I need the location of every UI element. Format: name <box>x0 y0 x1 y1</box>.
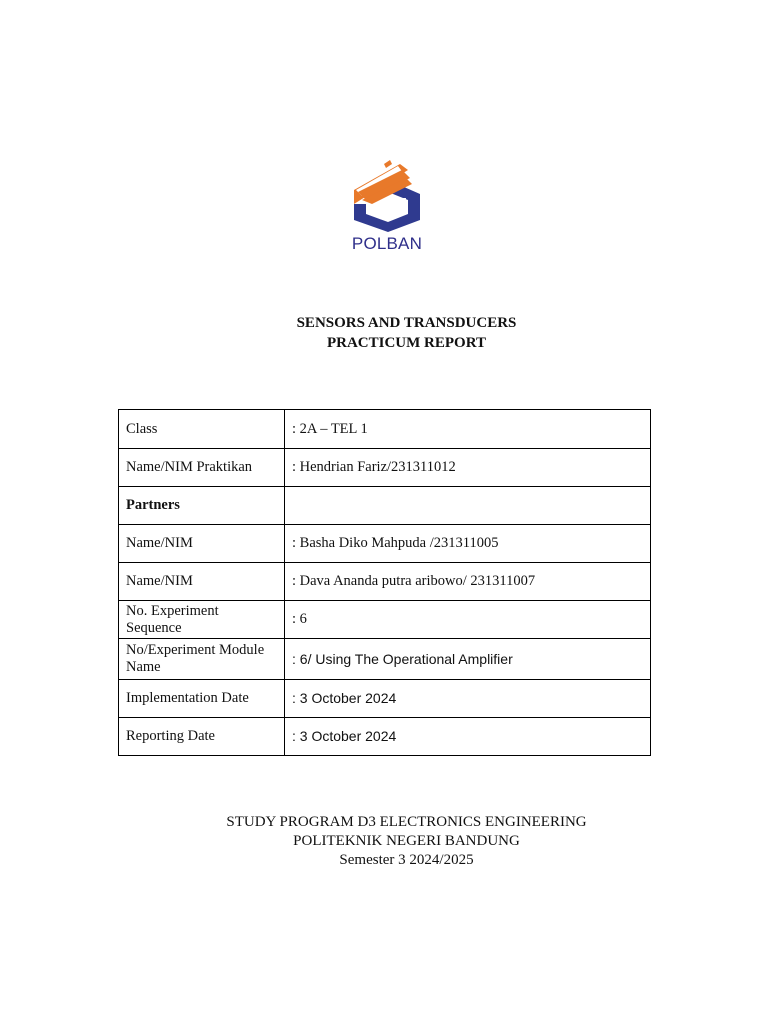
table-row <box>119 410 651 449</box>
row-value: : Hendrian Fariz/231311012 <box>285 449 651 487</box>
row-label: Name/NIM <box>119 563 285 601</box>
table-row <box>119 680 651 718</box>
table-row <box>119 563 651 601</box>
title-line-2: PRACTICUM REPORT <box>326 335 487 351</box>
report-title <box>0 313 768 353</box>
row-label: Implementation Date <box>119 680 285 718</box>
table-row <box>119 718 651 756</box>
logo-text: POLBAN <box>351 234 423 253</box>
row-value: : Dava Ananda putra aribowo/ 231311007 <box>285 563 651 601</box>
polban-logo <box>348 160 426 260</box>
footer-institution: POLITEKNIK NEGERI BANDUNG <box>293 833 520 849</box>
row-value: : 2A – TEL 1 <box>285 410 651 449</box>
row-value: : 6/ Using The Operational Amplifier <box>285 639 651 680</box>
polban-emblem-icon <box>348 160 426 232</box>
row-value: : 3 October 2024 <box>285 718 651 756</box>
title-line-1: SENSORS AND TRANSDUCERS <box>296 315 517 331</box>
row-value: : 3 October 2024 <box>285 680 651 718</box>
partners-heading: Partners <box>119 487 285 525</box>
footer-semester: Semester 3 2024/2025 <box>339 852 474 868</box>
row-label: Class <box>119 410 285 449</box>
row-value <box>285 487 651 525</box>
table-row <box>119 639 651 680</box>
footer-program: STUDY PROGRAM D3 ELECTRONICS ENGINEERING <box>226 814 587 830</box>
row-value: : 6 <box>285 601 651 639</box>
table-row <box>119 525 651 563</box>
row-label: Name/NIM Praktikan <box>119 449 285 487</box>
row-label: No/Experiment Module Name <box>119 639 285 680</box>
table-row <box>119 487 651 525</box>
row-label: No. Experiment Sequence <box>119 601 285 639</box>
row-label: Reporting Date <box>119 718 285 756</box>
report-info-table <box>118 409 651 756</box>
row-label: Name/NIM <box>119 525 285 563</box>
row-value: : Basha Diko Mahpuda /231311005 <box>285 525 651 563</box>
table-row <box>119 449 651 487</box>
report-footer <box>0 813 768 870</box>
table-row <box>119 601 651 639</box>
